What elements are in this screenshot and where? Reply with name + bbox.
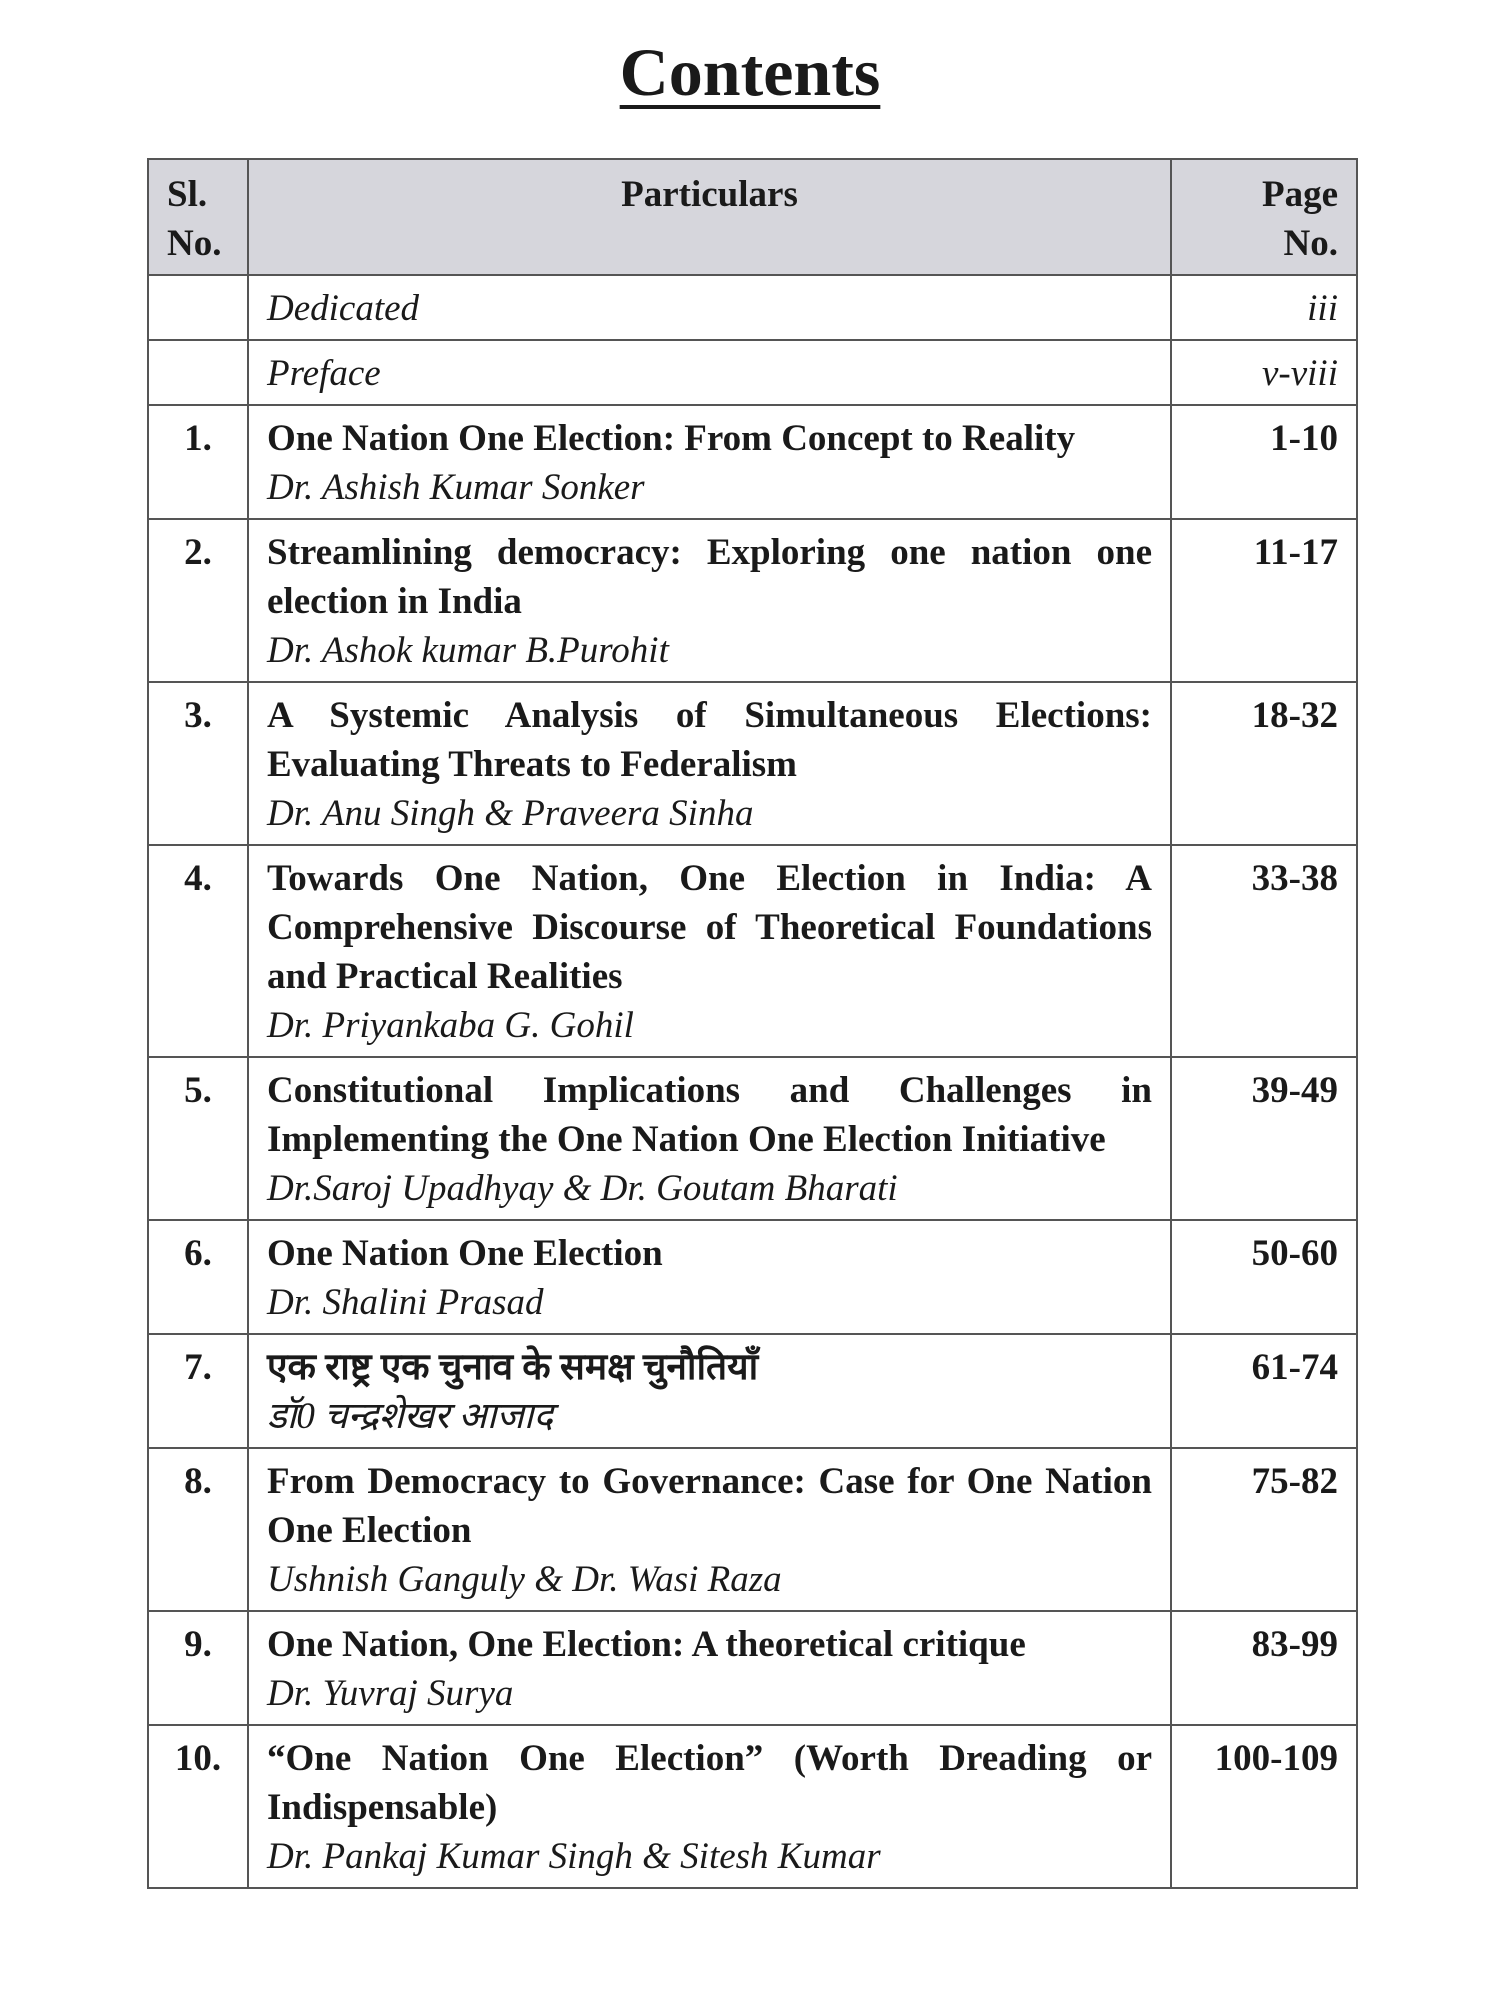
serial-cell bbox=[148, 275, 248, 340]
chapter-author: Ushnish Ganguly & Dr. Wasi Raza bbox=[267, 1559, 782, 1600]
serial-cell bbox=[148, 340, 248, 405]
chapter-author: Dr. Ashok kumar B.Purohit bbox=[267, 630, 669, 671]
contents-table bbox=[147, 158, 1358, 1889]
page-number-cell: 18-32 bbox=[1171, 682, 1357, 845]
chapter-author: Dr. Pankaj Kumar Singh & Sitesh Kumar bbox=[267, 1836, 881, 1877]
serial-cell: 8. bbox=[148, 1448, 248, 1611]
serial-cell: 9. bbox=[148, 1611, 248, 1725]
chapter-author: Dr. Yuvraj Surya bbox=[267, 1673, 514, 1714]
table-header-row bbox=[148, 159, 1357, 275]
chapter-author: Dr. Priyankaba G. Gohil bbox=[267, 1005, 634, 1046]
chapter-row[interactable] bbox=[148, 1220, 1357, 1334]
header-particulars: Particulars bbox=[248, 159, 1171, 275]
particulars-cell bbox=[248, 340, 1171, 405]
chapter-title[interactable]: Constitutional Implications and Challenges in Implementing the One Nation One Election Initiative bbox=[267, 1070, 1152, 1160]
particulars-cell bbox=[248, 519, 1171, 682]
particulars-cell bbox=[248, 275, 1171, 340]
chapter-title[interactable]: One Nation One Election: From Concept to Reality bbox=[267, 418, 1076, 459]
header-sl-line2: No. bbox=[167, 223, 222, 264]
serial-cell: 1. bbox=[148, 405, 248, 519]
serial-cell: 2. bbox=[148, 519, 248, 682]
chapter-author: Dr. Shalini Prasad bbox=[267, 1282, 544, 1323]
front-matter-row[interactable] bbox=[148, 275, 1357, 340]
page-number-cell: 83-99 bbox=[1171, 1611, 1357, 1725]
chapter-title[interactable]: One Nation One Election bbox=[267, 1233, 663, 1274]
chapter-row[interactable] bbox=[148, 1725, 1357, 1888]
page-number-cell: 100-109 bbox=[1171, 1725, 1357, 1888]
particulars-cell bbox=[248, 1611, 1171, 1725]
chapter-title[interactable]: From Democracy to Governance: Case for One Nation One Election bbox=[267, 1461, 1152, 1551]
chapter-row[interactable] bbox=[148, 1448, 1357, 1611]
chapter-row[interactable] bbox=[148, 519, 1357, 682]
page-title bbox=[0, 34, 1500, 110]
chapter-author: Dr. Anu Singh & Praveera Sinha bbox=[267, 793, 754, 834]
chapter-row[interactable] bbox=[148, 1611, 1357, 1725]
header-page-line2: No. bbox=[1283, 223, 1338, 264]
serial-cell: 3. bbox=[148, 682, 248, 845]
chapter-title[interactable]: One Nation, One Election: A theoretical critique bbox=[267, 1624, 1026, 1665]
page-number-cell: 50-60 bbox=[1171, 1220, 1357, 1334]
chapter-title[interactable]: Streamlining democracy: Exploring one nation one election in India bbox=[267, 532, 1152, 622]
serial-cell: 5. bbox=[148, 1057, 248, 1220]
page-number-cell: 1-10 bbox=[1171, 405, 1357, 519]
chapter-row[interactable] bbox=[148, 405, 1357, 519]
page-number-cell: 61-74 bbox=[1171, 1334, 1357, 1448]
page-number-cell: 75-82 bbox=[1171, 1448, 1357, 1611]
particulars-cell bbox=[248, 682, 1171, 845]
chapter-row[interactable] bbox=[148, 682, 1357, 845]
front-matter-label[interactable]: Dedicated bbox=[267, 288, 420, 329]
particulars-cell bbox=[248, 1448, 1171, 1611]
front-matter-row[interactable] bbox=[148, 340, 1357, 405]
chapter-author: Dr.Saroj Upadhyay & Dr. Goutam Bharati bbox=[267, 1168, 898, 1209]
particulars-cell bbox=[248, 405, 1171, 519]
page-number-cell: 11-17 bbox=[1171, 519, 1357, 682]
page-number-cell: v-viii bbox=[1171, 340, 1357, 405]
particulars-cell bbox=[248, 1220, 1171, 1334]
serial-cell: 6. bbox=[148, 1220, 248, 1334]
front-matter-label[interactable]: Preface bbox=[267, 353, 381, 394]
chapter-row[interactable] bbox=[148, 1057, 1357, 1220]
serial-cell: 10. bbox=[148, 1725, 248, 1888]
particulars-cell bbox=[248, 1725, 1171, 1888]
chapter-author: Dr. Ashish Kumar Sonker bbox=[267, 467, 645, 508]
chapter-title[interactable]: “One Nation One Election” (Worth Dreading or Indispensable) bbox=[267, 1738, 1152, 1828]
chapter-title[interactable]: A Systemic Analysis of Simultaneous Elections: Evaluating Threats to Federalism bbox=[267, 695, 1152, 785]
chapter-title[interactable]: एक राष्ट्र एक चुनाव के समक्ष चुनौतियाँ bbox=[267, 1347, 759, 1388]
particulars-cell bbox=[248, 845, 1171, 1057]
header-page-number bbox=[1171, 159, 1357, 275]
page-number-cell: 33-38 bbox=[1171, 845, 1357, 1057]
serial-cell: 4. bbox=[148, 845, 248, 1057]
particulars-cell bbox=[248, 1334, 1171, 1448]
header-page-line1: Page bbox=[1261, 174, 1338, 215]
page-title-text: Contents bbox=[619, 34, 881, 110]
chapter-row[interactable] bbox=[148, 845, 1357, 1057]
chapter-author: डॉ0 चन्द्रशेखर आजाद bbox=[267, 1396, 554, 1437]
page-number-cell: 39-49 bbox=[1171, 1057, 1357, 1220]
serial-cell: 7. bbox=[148, 1334, 248, 1448]
header-serial-number bbox=[148, 159, 248, 275]
page-number-cell: iii bbox=[1171, 275, 1357, 340]
chapter-title[interactable]: Towards One Nation, One Election in India: A Comprehensive Discourse of Theoretical Foundations and Practical Realities bbox=[267, 858, 1152, 997]
particulars-cell bbox=[248, 1057, 1171, 1220]
chapter-row[interactable] bbox=[148, 1334, 1357, 1448]
header-sl-line1: Sl. bbox=[167, 174, 208, 215]
